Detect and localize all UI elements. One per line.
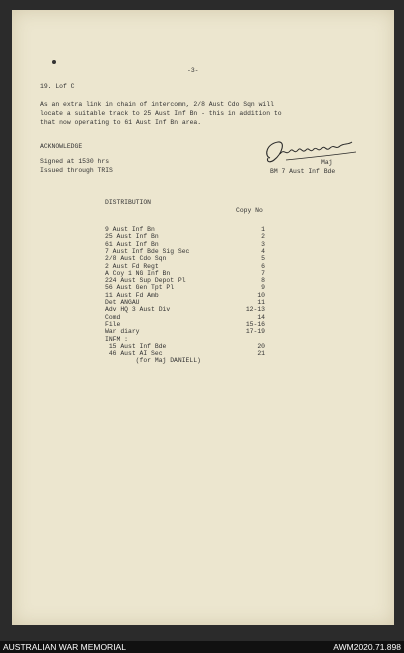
- distribution-recipient: 61 Aust Inf Bn: [105, 240, 159, 248]
- paragraph-line: that now operating to 61 Aust Inf Bn area.: [40, 119, 202, 126]
- copy-number-header: Copy No: [236, 207, 263, 214]
- signed-at: Signed at 1530 hrs: [40, 158, 110, 165]
- paragraph-line: locate a suitable track to 25 Aust Inf Bn - this in addition to: [40, 110, 282, 117]
- distribution-copy-number: 17-19: [245, 328, 265, 336]
- distribution-recipient: Comd: [105, 313, 121, 321]
- distribution-recipient: File: [105, 320, 121, 328]
- paragraph-heading: 19. Lof C: [40, 83, 75, 90]
- distribution-recipient: INFM :: [105, 335, 129, 343]
- distribution-recipient: 15 Aust Inf Bde: [105, 342, 167, 350]
- distribution-copy-number: 15-16: [245, 320, 265, 328]
- distribution-copy-number: 21: [257, 350, 265, 358]
- distribution-recipient: War diary: [105, 328, 140, 336]
- punch-mark: [52, 60, 56, 64]
- distribution-title: DISTRIBUTION: [105, 199, 152, 206]
- distribution-copy-number: 5: [261, 255, 265, 263]
- distribution-recipient: 46 Aust AI Sec: [105, 350, 163, 358]
- distribution-copy-number: 1: [261, 226, 265, 233]
- issued-through: Issued through TRIS: [40, 167, 113, 174]
- distribution-recipient: (for Maj DANIELL): [105, 357, 201, 365]
- distribution-recipient: Det ANGAU: [105, 299, 140, 306]
- footer-accession: AWM2020.71.898: [333, 642, 401, 652]
- distribution-recipient: 7 Aust Inf Bde Sig Sec: [105, 247, 190, 255]
- distribution-copy-number: 7: [261, 269, 265, 277]
- signatory-rank: Maj: [321, 159, 333, 166]
- distribution-recipient: 2 Aust Fd Regt: [105, 262, 159, 270]
- page-number: -3-: [187, 67, 199, 74]
- distribution-recipient: 56 Aust Gen Tpt Pl: [105, 284, 175, 292]
- paragraph-line: As an extra link in chain of intercomn, 2/8 Aust Cdo Sqn will: [40, 101, 274, 108]
- distribution-recipient: 11 Aust Fd Amb: [105, 291, 159, 299]
- distribution-copy-number: 11: [257, 299, 265, 306]
- distribution-copy-number: 10: [257, 291, 265, 299]
- distribution-copy-number: 20: [257, 342, 265, 350]
- acknowledge-label: ACKNOWLEDGE: [40, 143, 83, 150]
- footer-bar: [0, 641, 404, 653]
- distribution-recipient: 224 Aust Sup Depot Pl: [105, 277, 186, 285]
- distribution-recipient: 9 Aust Inf Bn: [105, 226, 155, 233]
- distribution-recipient: 25 Aust Inf Bn: [105, 233, 159, 241]
- distribution-recipient: A Coy 1 NG Inf Bn: [105, 269, 171, 277]
- distribution-copy-number: 9: [261, 284, 265, 292]
- distribution-copy-number: 6: [261, 262, 265, 270]
- distribution-copy-number: 8: [261, 277, 265, 285]
- handwritten-signature: [256, 136, 366, 168]
- distribution-recipient: 2/8 Aust Cdo Sqn: [105, 255, 167, 263]
- distribution-copy-number: 4: [261, 247, 265, 255]
- distribution-recipient: Adv HQ 3 Aust Div: [105, 306, 171, 314]
- distribution-copy-number: 14: [257, 313, 265, 321]
- distribution-copy-number: 3: [261, 240, 265, 248]
- distribution-copy-number: 2: [261, 233, 265, 241]
- distribution-copy-number: 12-13: [245, 306, 265, 314]
- signatory-unit: BM 7 Aust Inf Bde: [270, 168, 336, 175]
- footer-source: AUSTRALIAN WAR MEMORIAL: [3, 642, 126, 652]
